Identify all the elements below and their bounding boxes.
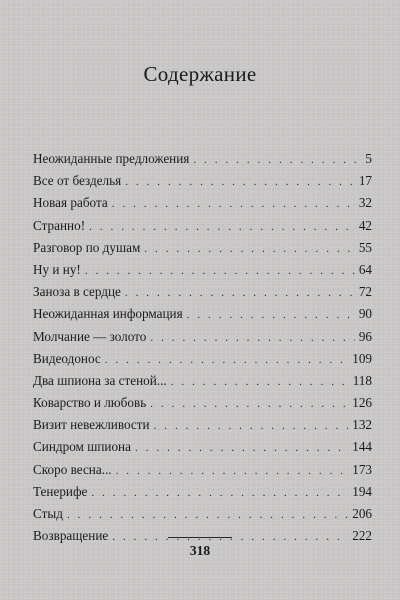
- toc-entry-title: Синдром шпиона: [33, 439, 131, 455]
- toc-entry-page: 109: [352, 350, 372, 366]
- toc-dot-leader: [85, 260, 355, 282]
- toc-dot-leader: [187, 304, 355, 326]
- toc-dot-leader: [150, 393, 348, 415]
- toc-entry: [33, 503, 372, 525]
- toc-entry: [33, 392, 372, 414]
- toc-dot-leader: [112, 193, 355, 215]
- toc-entry-page: 118: [352, 372, 372, 388]
- toc-entry-page: 72: [358, 284, 372, 300]
- page-title: Содержание: [143, 62, 257, 86]
- toc-entry: [33, 148, 372, 170]
- toc-entry: [33, 192, 372, 214]
- page-number-rule: [168, 537, 232, 538]
- toc-entry: [33, 459, 372, 481]
- toc-dot-leader: [150, 327, 354, 349]
- toc-dot-leader: [144, 238, 355, 260]
- toc-dot-leader: [91, 482, 348, 504]
- toc-entry-page: 144: [352, 439, 372, 455]
- toc-entry-page: 96: [358, 328, 372, 344]
- toc-entry-title: Визит невежливости: [33, 417, 150, 433]
- toc-entry-page: 42: [358, 217, 372, 233]
- toc-dot-leader: [116, 460, 349, 482]
- toc-entry-page: 132: [352, 417, 372, 433]
- toc-entry: [33, 414, 372, 436]
- toc-entry-page: 90: [358, 306, 372, 322]
- toc-entry-page: 222: [352, 528, 372, 544]
- toc-entry: [33, 237, 372, 259]
- toc-entry-title: Неожиданные предложения: [33, 151, 190, 166]
- toc-entry-title: Тенерифе: [33, 483, 88, 499]
- toc-dot-leader: [171, 371, 349, 393]
- toc-entry: [33, 259, 372, 281]
- toc-entry-title: Заноза в сердце: [33, 284, 121, 300]
- toc-dot-leader: [67, 504, 348, 526]
- toc-entry: [33, 303, 372, 325]
- toc-entry-title: Возвращение: [33, 528, 109, 544]
- toc-entry-title: Стыд: [33, 506, 63, 521]
- toc-entry-title: Разговор по душам: [33, 239, 141, 255]
- toc-entry-page: 194: [352, 483, 372, 499]
- toc-dot-leader: [105, 349, 348, 371]
- page-number: 318: [189, 543, 211, 558]
- toc-entry-title: Видеодонос: [33, 350, 101, 366]
- toc-dot-leader: [154, 415, 349, 437]
- toc-entry: [33, 436, 372, 458]
- toc-entry-page: 173: [352, 461, 372, 477]
- toc-entry-title: Коварство и любовь: [33, 395, 147, 411]
- toc-entry: [33, 348, 372, 370]
- toc-entry-page: 55: [358, 239, 372, 255]
- toc-dot-leader: [135, 437, 348, 459]
- toc-entry-page: 64: [358, 261, 372, 277]
- toc-entry-title: Неожиданная информация: [33, 306, 183, 322]
- toc-entry: [33, 326, 372, 348]
- toc-dot-leader: [89, 216, 355, 238]
- toc-dot-leader: [193, 149, 361, 171]
- toc-entry: [33, 215, 372, 237]
- toc-entry-page: 32: [358, 195, 372, 211]
- toc-entry-page: 206: [352, 506, 372, 521]
- toc-entry: [33, 481, 372, 503]
- toc-entry-page: 17: [358, 173, 372, 189]
- toc-entry: [33, 170, 372, 192]
- toc-entry-title: Новая работа: [33, 195, 108, 211]
- toc-entry: [33, 370, 372, 392]
- toc-entry-title: Скоро весна...: [33, 461, 112, 477]
- toc-entry-title: Все от безделья: [33, 173, 122, 189]
- toc-dot-leader: [125, 282, 355, 304]
- toc-entry-title: Ну и ну!: [33, 261, 81, 277]
- toc-entry-page: 126: [352, 395, 372, 411]
- toc-entry-title: Странно!: [33, 217, 86, 233]
- toc-entry-page: 5: [365, 151, 372, 166]
- toc-entry: [33, 281, 372, 303]
- table-of-contents: [33, 148, 372, 547]
- toc-entry-title: Молчание — золото: [33, 328, 147, 344]
- toc-entry-title: Два шпиона за стеной...: [33, 372, 167, 388]
- toc-dot-leader: [125, 171, 355, 193]
